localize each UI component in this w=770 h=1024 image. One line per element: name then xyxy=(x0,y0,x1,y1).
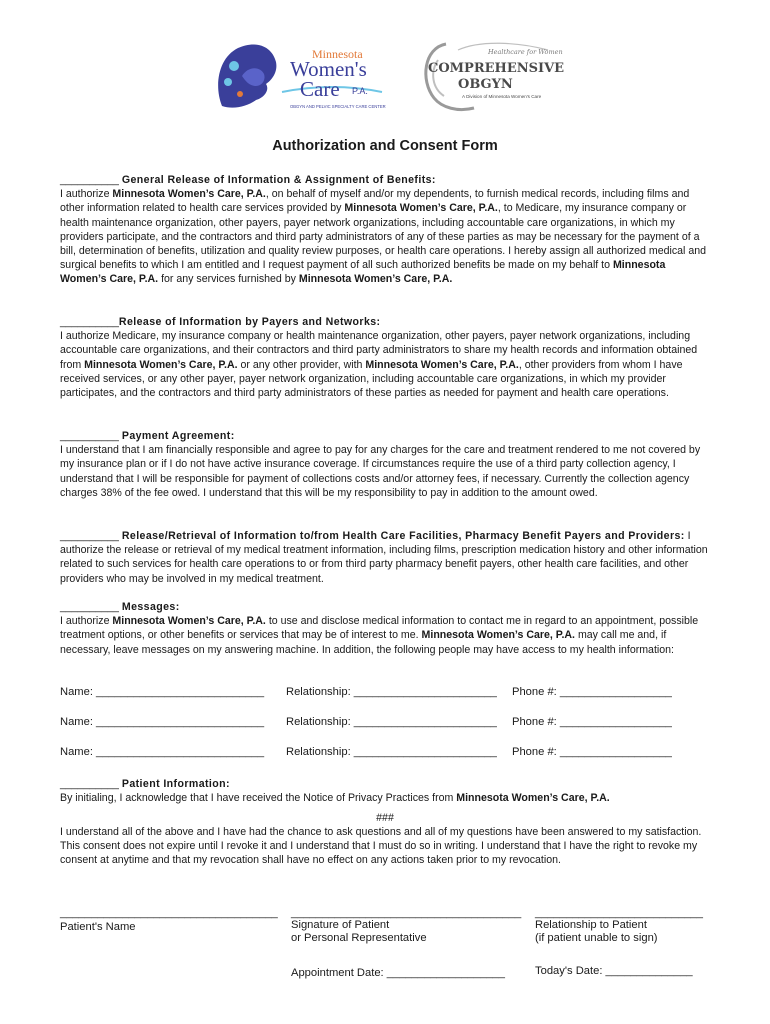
org-name: Minnesota Women’s Care, P.A. xyxy=(344,202,498,215)
text: to use and disclose medical information to contact me in regard to an appointment, possible treatment options, or other benefits or services that may be of interest to me. xyxy=(60,615,699,642)
org-name: Minnesota Women’s Care, P.A. xyxy=(456,792,610,805)
logo-line1: Minnesota xyxy=(312,47,363,61)
text: or any other provider, with xyxy=(237,358,366,371)
signature-line[interactable]: _____________________________________ xyxy=(291,907,522,919)
section-heading: Payment Agreement: xyxy=(121,430,235,442)
org-name: Minnesota Women’s Care, P.A. xyxy=(60,259,666,286)
initial-blank[interactable]: __________ xyxy=(60,601,119,613)
org-name: Minnesota Women’s Care, P.A. xyxy=(84,358,238,371)
org-name: Minnesota Women’s Care, P.A. xyxy=(298,273,453,286)
contact-row xyxy=(60,686,720,702)
logo-line2: Women's xyxy=(290,57,367,81)
patient-name-label: Patient's Name xyxy=(60,921,136,933)
text: may call me and, if necessary, leave messages on my answering machine. In addition, the following people may have access to my health information: xyxy=(60,629,674,656)
comprehensive-obgyn-logo xyxy=(418,36,568,116)
section-general-release xyxy=(60,173,710,287)
minnesota-womens-care-logo xyxy=(212,36,404,116)
text: I authorize xyxy=(60,188,113,201)
contact-relationship-field[interactable]: Relationship: _______________________ xyxy=(286,746,497,758)
section-heading: Release/Retrieval of Information to/from Health Care Facilities, Pharmacy Benefit Payers and Providers: xyxy=(121,530,685,542)
appointment-date-field[interactable]: Appointment Date: ___________________ xyxy=(291,967,505,979)
text: for any services furnished by xyxy=(158,273,299,286)
logo2-script: Healthcare for Women xyxy=(488,48,563,56)
org-name: Minnesota Women’s Care, P.A. xyxy=(112,188,266,201)
section-messages xyxy=(60,600,710,657)
logo2-line1: COMPREHENSIVE xyxy=(428,61,565,76)
form-title: Authorization and Consent Form xyxy=(272,138,498,154)
contact-row xyxy=(60,716,720,732)
logo-line3: Care xyxy=(300,77,340,101)
logo-suffix: P.A. xyxy=(352,86,368,96)
initial-blank[interactable]: __________ xyxy=(60,430,119,442)
todays-date-field[interactable]: Today's Date: ______________ xyxy=(535,965,693,977)
section-payment-agreement xyxy=(60,429,710,500)
separator-hashes: ### xyxy=(376,812,394,824)
text: I authorize the release or retrieval of my medical treatment information, including films, prescription medication history and other information related to such services for health care operations to or from third party pharmacy benefit payers, other health care facilities, and other providers who may be involved in my medical treatment. xyxy=(60,530,708,585)
logo2-tagline: A Division of Minnesota Women's Care xyxy=(462,94,542,99)
text: , on behalf of myself and/or my dependents, to furnish medical records, including films and other information related to health care services provided by xyxy=(60,188,690,215)
contact-name-field[interactable]: Name: ___________________________ xyxy=(60,686,265,698)
section-heading: General Release of Information & Assignment of Benefits: xyxy=(121,174,436,186)
contact-phone-field[interactable]: Phone #: __________________ xyxy=(512,686,672,698)
logo2-line2: OBGYN xyxy=(458,77,513,92)
contact-row xyxy=(60,746,720,762)
signature-label: Signature of Patient xyxy=(291,919,390,931)
contact-phone-field[interactable]: Phone #: __________________ xyxy=(512,716,672,728)
text: I authorize xyxy=(60,615,113,628)
initial-blank[interactable]: __________ xyxy=(60,174,119,186)
org-name: Minnesota Women’s Care, P.A. xyxy=(112,615,266,628)
initial-blank[interactable]: __________ xyxy=(60,778,119,790)
relationship-line[interactable]: ___________________________ xyxy=(535,907,703,919)
patient-name-line[interactable]: ___________________________________ xyxy=(60,907,278,919)
closing-paragraph xyxy=(60,825,710,868)
org-name: Minnesota Women’s Care, P.A. xyxy=(421,629,575,642)
contact-relationship-field[interactable]: Relationship: _______________________ xyxy=(286,686,497,698)
section-heading: Patient Information: xyxy=(121,778,230,790)
org-name: Minnesota Women’s Care, P.A. xyxy=(365,358,519,371)
initial-blank[interactable]: __________ xyxy=(60,316,119,328)
contact-relationship-field[interactable]: Relationship: _______________________ xyxy=(286,716,497,728)
section-heading: Release of Information by Payers and Networks: xyxy=(118,316,381,328)
section-release-retrieval xyxy=(60,529,710,586)
text: I understand that I am financially responsible and agree to pay for any charges for the care and treatment rendered to me not covered by my insurance plan or if I do not have active insurance coverage. If circumstances require the use of a third party collection agency, I understand that I will be responsible for payment of collections costs and/or attorney fees, if necessary. Currently the collection agency charges 38% of the fee owed. I understand that this will be my responsibility to pay in addition to the amount owed. xyxy=(60,444,701,499)
contact-name-field[interactable]: Name: ___________________________ xyxy=(60,746,265,758)
closing-text: I understand all of the above and I have had the chance to ask questions and all of my questions have been answered to my satisfaction. This consent does not expire until I revoke it and I understand that I must do so in writing. I understand that I have the right to revoke my consent at anytime and that my revocation shall have no effect on any actions taken prior to my revocation. xyxy=(60,826,702,867)
text: I authorize Medicare, my insurance company or health maintenance organization, other payers, payer network organizations, including accountable care organizations, and their contractors and third party administrators to share my health records and information obtained from xyxy=(60,330,698,371)
initial-blank[interactable]: __________ xyxy=(60,530,119,542)
section-heading: Messages: xyxy=(121,601,180,613)
contact-phone-field[interactable]: Phone #: __________________ xyxy=(512,746,672,758)
signature-label-2: or Personal Representative xyxy=(291,932,427,944)
relationship-label: Relationship to Patient xyxy=(535,919,647,931)
section-patient-information xyxy=(60,777,710,805)
text: , to Medicare, my insurance company or health maintenance organization, other payers, payer network organizations, including accountable care organizations, in which my providers participate, and the contractors and third party administrators of any of these parties as may be necessary for the payment of a bill, determination of benefits, utilization and quality review purposes, or health care operations. I hereby assign all authorized medical and surgical benefits to which I am entitled and I request payment of all such authorized benefits be made on my behalf to xyxy=(60,202,707,272)
contact-name-field[interactable]: Name: ___________________________ xyxy=(60,716,265,728)
section-release-payers xyxy=(60,315,710,400)
text: By initialing, I acknowledge that I have received the Notice of Privacy Practices from xyxy=(60,792,457,805)
text: , other providers from whom I have received services, or any other payer, payer network organization, including accountable care organizations, in which my provider participates, and the contractors and third party administrators of these parties as needed for payment and health care operations. xyxy=(60,358,683,400)
relationship-label-2: (if patient unable to sign) xyxy=(535,932,658,944)
logo-tagline: OBGYN AND PELVIC SPECIALTY CARE CENTER xyxy=(290,104,386,109)
